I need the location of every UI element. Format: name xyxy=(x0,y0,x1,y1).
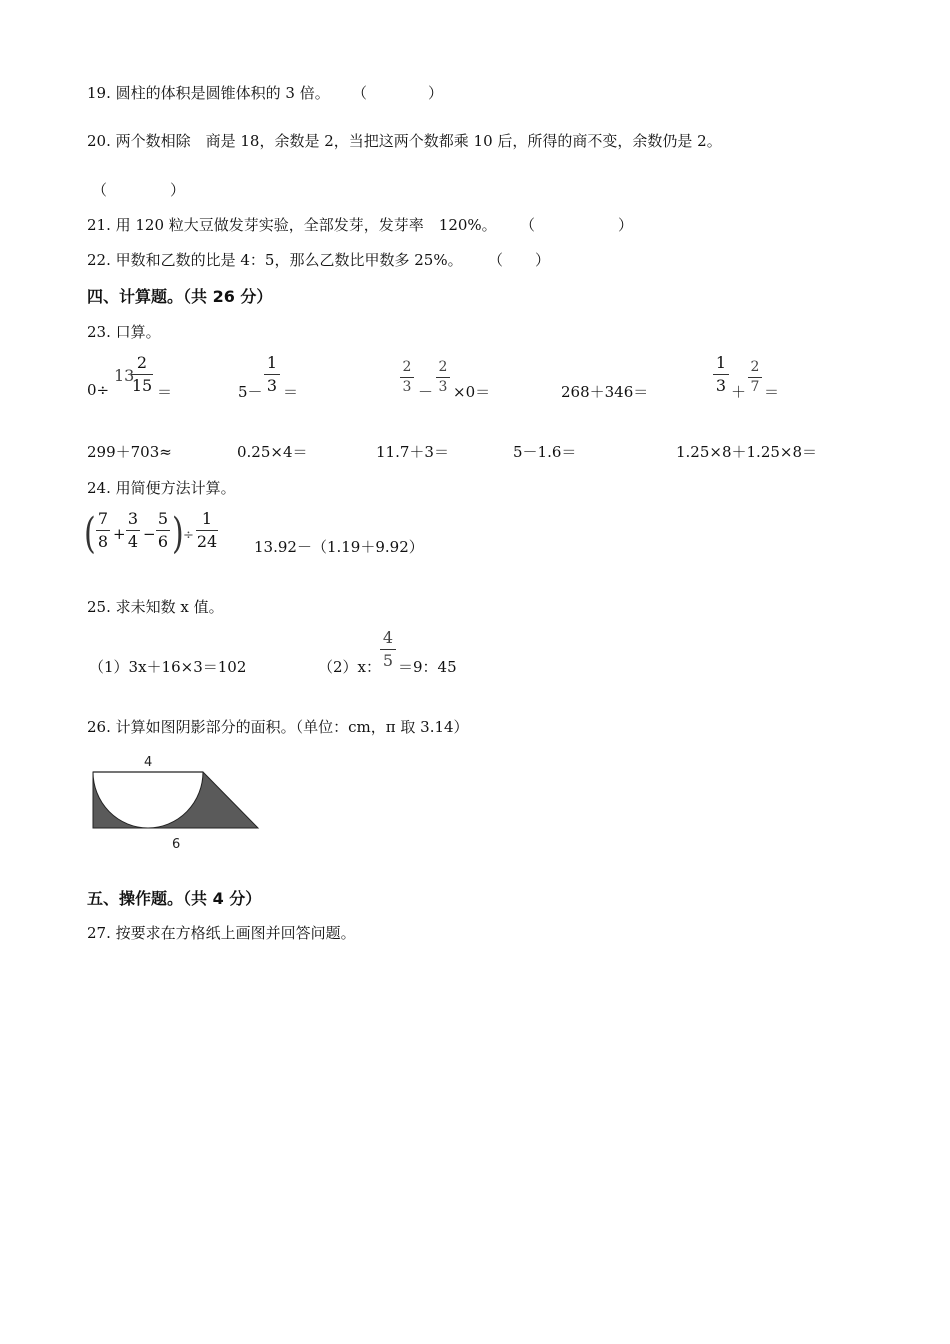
fraction-denominator: 7 xyxy=(750,379,760,395)
fraction-numerator: 2 xyxy=(402,359,412,375)
fraction xyxy=(126,510,140,551)
fraction-bar xyxy=(196,530,218,531)
fraction-denominator: 3 xyxy=(438,379,448,395)
fraction xyxy=(713,354,729,395)
calc-expression: 299＋703≈ xyxy=(87,443,172,461)
fraction-numerator: 2 xyxy=(438,359,448,375)
fraction-bar xyxy=(156,530,170,531)
fraction-bar xyxy=(96,530,110,531)
calc-expression: 268＋346＝ xyxy=(561,383,649,401)
fraction-bar xyxy=(131,374,153,375)
answer-paren-close: ） xyxy=(170,181,186,199)
top-length-label: 4 xyxy=(144,755,153,770)
calc-expression: 11.7＋3＝ xyxy=(376,443,449,461)
fraction xyxy=(156,510,170,551)
answer-paren-open: （ xyxy=(488,251,504,269)
fraction xyxy=(380,629,396,670)
calc-expression: 1.25×8＋1.25×8＝ xyxy=(676,443,818,461)
fraction xyxy=(436,360,450,395)
fraction-bar xyxy=(400,377,414,378)
fraction-numerator: 3 xyxy=(127,509,139,528)
fraction-numerator: 2 xyxy=(136,353,148,372)
answer-paren-open: （ xyxy=(352,84,368,102)
calc-expression: 0.25×4＝ xyxy=(237,443,308,461)
calc-expression: 5－1.6＝ xyxy=(513,443,577,461)
equation-part-2-suffix: ＝9：45 xyxy=(398,658,457,676)
fraction-numerator: 4 xyxy=(382,628,394,647)
answer-paren-open: （ xyxy=(520,216,536,234)
calc-prefix: 0÷ xyxy=(87,381,110,399)
left-parenthesis: ( xyxy=(84,509,96,559)
equals-sign: ＝ xyxy=(764,383,780,401)
equals-sign: ＝ xyxy=(283,383,299,401)
equation-part-1: （1）3x＋16×3＝102 xyxy=(89,658,247,676)
fraction xyxy=(400,360,414,395)
fraction-numerator: 5 xyxy=(157,509,169,528)
question-19 xyxy=(87,82,330,103)
fraction-denominator: 3 xyxy=(715,376,727,395)
question-20-text: 20. 两个数相除 商是 18，余数是 2，当把这两个数都乘 10 后，所得的商不变，余数仍是 2。 xyxy=(87,132,722,150)
fraction-numerator: 1 xyxy=(715,353,727,372)
calc-prefix: 5－ xyxy=(238,383,263,401)
operator: － xyxy=(418,383,434,401)
right-parenthesis: ) xyxy=(172,509,184,559)
question-24-title: 24. 用简便方法计算。 xyxy=(87,479,236,497)
fraction-denominator: 5 xyxy=(382,651,394,670)
question-21 xyxy=(87,214,497,235)
calc-suffix: ×0＝ xyxy=(453,383,491,401)
fraction-bar xyxy=(713,374,729,375)
question-25-title: 25. 求未知数 x 值。 xyxy=(87,598,224,616)
division-sign: ÷ xyxy=(183,528,194,543)
fraction-denominator: 15 xyxy=(131,376,153,395)
answer-paren-open: （ xyxy=(92,181,108,199)
fraction-numerator: 1 xyxy=(201,509,213,528)
fraction-bar xyxy=(264,374,280,375)
section-4-heading: 四、计算题。（共 26 分） xyxy=(87,287,273,306)
question-22-text: 22. 甲数和乙数的比是 4：5，那么乙数比甲数多 25%。 xyxy=(87,251,463,269)
fraction-bar xyxy=(126,530,140,531)
question-23-title: 23. 口算。 xyxy=(87,323,161,341)
fraction xyxy=(131,354,153,395)
question-22 xyxy=(87,249,463,270)
answer-paren-close: ） xyxy=(535,251,551,269)
equation-part-2-prefix: （2）x： xyxy=(318,658,382,676)
fraction-denominator: 3 xyxy=(402,379,412,395)
mixed-number-whole: 13 xyxy=(114,366,135,385)
fraction-numerator: 7 xyxy=(97,509,109,528)
section-5-heading: 五、操作题。（共 4 分） xyxy=(87,889,262,908)
fraction xyxy=(196,510,218,551)
fraction-bar xyxy=(748,377,762,378)
fraction-denominator: 8 xyxy=(97,532,109,551)
fraction xyxy=(264,354,280,395)
fraction xyxy=(748,360,762,395)
question-19-text: 19. 圆柱的体积是圆锥体积的 3 倍。 xyxy=(87,84,330,102)
answer-paren-close: ） xyxy=(428,84,444,102)
fraction-denominator: 4 xyxy=(127,532,139,551)
fraction-denominator: 24 xyxy=(196,532,218,551)
fraction-numerator: 1 xyxy=(266,353,278,372)
fraction xyxy=(96,510,110,551)
fraction-numerator: 2 xyxy=(750,359,760,375)
equals-sign: ＝ xyxy=(157,383,173,401)
operator: − xyxy=(143,525,156,543)
calc-expression: 13.92－（1.19＋9.92） xyxy=(254,538,424,556)
operator: + xyxy=(113,525,126,543)
fraction-denominator: 3 xyxy=(266,376,278,395)
fraction-denominator: 6 xyxy=(157,532,169,551)
question-20 xyxy=(87,130,722,151)
question-27-title: 27. 按要求在方格纸上画图并回答问题。 xyxy=(87,924,356,942)
shaded-area-figure xyxy=(88,752,268,856)
question-21-text: 21. 用 120 粒大豆做发芽实验，全部发芽，发芽率 120%。 xyxy=(87,216,497,234)
fraction-bar xyxy=(436,377,450,378)
bottom-length-label: 6 xyxy=(172,837,181,852)
question-26-title: 26. 计算如图阴影部分的面积。（单位：cm，π 取 3.14） xyxy=(87,718,469,736)
answer-paren-close: ） xyxy=(618,216,634,234)
operator: ＋ xyxy=(731,383,747,401)
fraction-bar xyxy=(380,649,396,650)
